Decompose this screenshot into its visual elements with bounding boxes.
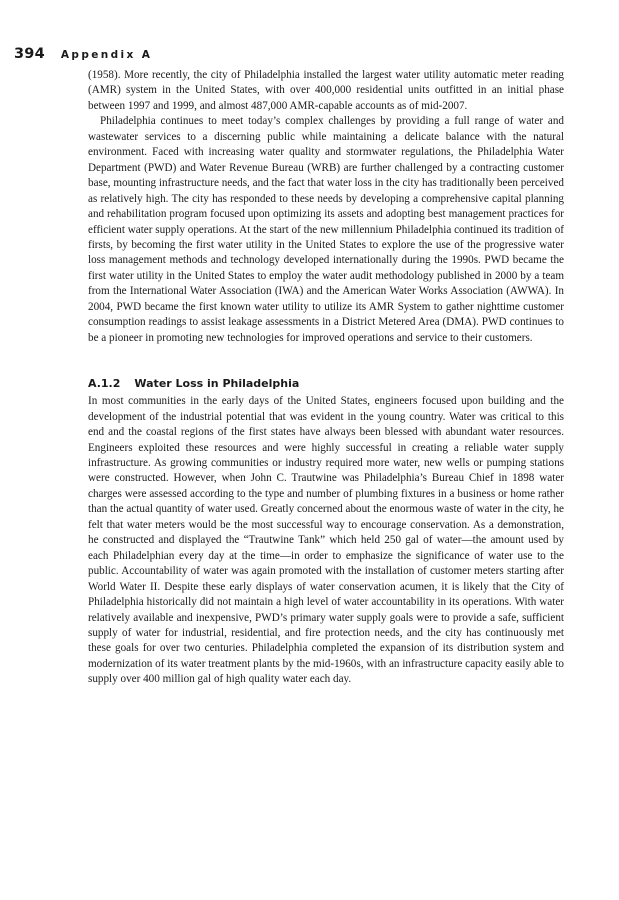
section-title: Water Loss in Philadelphia	[134, 377, 300, 391]
page-body	[88, 68, 564, 688]
intro-paragraph-philadelphia: Philadelphia continues to meet today’s complex challenges by providing a full range of water and wastewater services to a discerning public while maintaining a delicate balance with the natural environment. Faced with increasing water quality and stormwater regulations, the Philadelphia Water Department (PWD) and Water Revenue Bureau (WRB) are further challenged by a contracting customer base, mounting infrastructure needs, and the fact that water loss in the city has traditionally been perceived as relatively high. The city has responded to these needs by developing a comprehensive capital planning and rehabilitation program focused upon optimizing its assets and adopting best management practices for efficient water supply operations. At the start of the new millennium Philadelphia continued its tradition of firsts, by becoming the first water utility in the United States to explore the use of the progressive water loss management methods and technology developed internationally during the 1990s. PWD became the first water utility in the United States to employ the water audit methodology published in 2000 by a team from the International Water Association (IWA) and the American Water Works Association (AWWA). In 2004, PWD became the first known water utility to utilize its AMR System to gather nighttime customer consumption readings to assist leakage assessments in a District Metered Area (DMA). PWD continues to be a pioneer in promoting new technologies for improved operations and service to their customers.	[88, 115, 564, 344]
page-header	[14, 46, 152, 64]
intro-paragraph-continued: (1958). More recently, the city of Philadelphia installed the largest water utility automatic meter reading (AMR) system in the United States, with over 400,000 residential units outfitted in an initial phase between 1997 and 1999, and almost 487,000 AMR-capable accounts as of mid-2007.	[88, 69, 564, 112]
section-number: A.1.2	[88, 377, 121, 391]
section-heading	[88, 376, 564, 392]
section-body-paragraph: In most communities in the early days of the United States, engineers focused upon building and the development of the industrial potential that was evident in the young country. Water was critical to this end and the coastal regions of the first states have always been blessed with abundant water resources. Engineers exploited these resources and were highly successful in creating a reliable water supply infrastructure. As growing communities or industry required more water, new wells or pumping stations were constructed. However, when John C. Trautwine was Philadelphia’s Bureau Chief in 1898 water charges were assessed according to the type and number of plumbing fixtures in a business or home rather than the actual quantity of water used. Greatly concerned about the enormous waste of water in the city, he felt that water meters would be the most successful way to encourage conservation. As a demonstration, he constructed and displayed the “Trautwine Tank” which held 250 gal of water—the amount used by each Philadelphian every day at the time—in order to emphasize the significance of water use to the public. Accountability of water was again promoted with the installation of customer meters starting after World Water II. Despite these early displays of water conservation acumen, it is likely that the City of Philadelphia historically did not maintain a high level of water accountability in its operations. With water relatively available and inexpensive, PWD’s primary water supply goals were to provide a safe, sufficient supply of water for industrial, residential, and fire protection needs, and the city has continuously met these goals for over two centuries. Philadelphia completed the expansion of its distribution system and modernization of its water treatment plants by the mid-1960s, with an infrastructure capacity easily able to supply over 400 million gal of high quality water each day.	[88, 395, 564, 686]
page-number: 394	[14, 46, 45, 62]
running-head: Appendix A	[60, 49, 153, 61]
